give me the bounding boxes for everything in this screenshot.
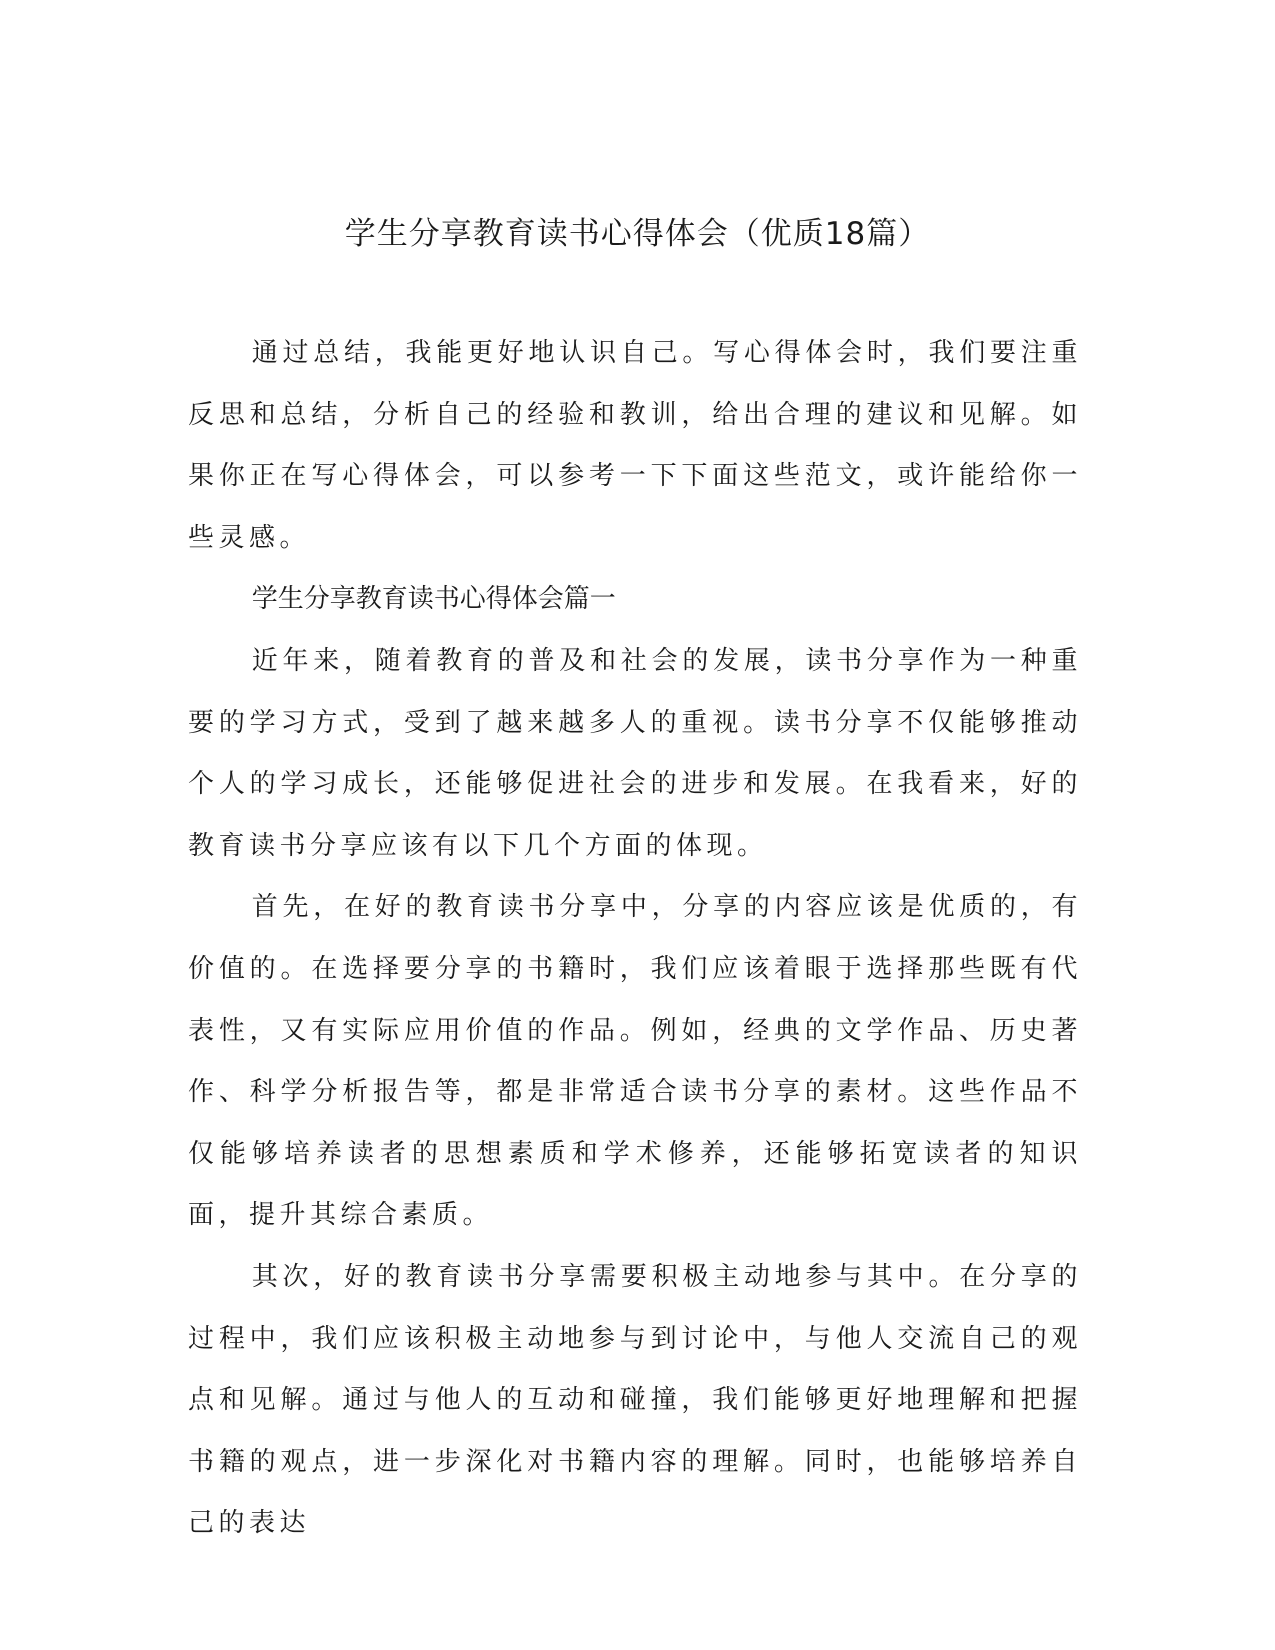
document-body: [188, 323, 1082, 1555]
section-heading: 学生分享教育读书心得体会篇一: [251, 584, 616, 615]
document-title: 学生分享教育读书心得体会（优质18篇）: [344, 216, 931, 252]
body-paragraph-3: 其次，好的教育读书分享需要积极主动地参与其中。在分享的过程中，我们应该积极主动地参与到讨论中，与他人交流自己的观点和见解。通过与他人的互动和碰撞，我们能够更好地理解和把握书籍的观点，进一步深化对书籍内容的理解。同时，也能够培养自己的表达: [188, 1261, 1082, 1539]
body-paragraph-1: 近年来，随着教育的普及和社会的发展，读书分享作为一种重要的学习方式，受到了越来越多人的重视。读书分享不仅能够推动个人的学习成长，还能够促进社会的进步和发展。在我看来，好的教育读书分享应该有以下几个方面的体现。: [188, 645, 1082, 861]
intro-paragraph: 通过总结，我能更好地认识自己。写心得体会时，我们要注重反思和总结，分析自己的经验和教训，给出合理的建议和见解。如果你正在写心得体会，可以参考一下下面这些范文，或许能给你一些灵感。: [188, 338, 1082, 553]
body-paragraph-2: 首先，在好的教育读书分享中，分享的内容应该是优质的，有价值的。在选择要分享的书籍时，我们应该着眼于选择那些既有代表性，又有实际应用价值的作品。例如，经典的文学作品、历史著作、科学分析报告等，都是非常适合读书分享的素材。这些作品不仅能够培养读者的思想素质和学术修养，还能够拓宽读者的知识面，提升其综合素质。: [188, 892, 1082, 1231]
